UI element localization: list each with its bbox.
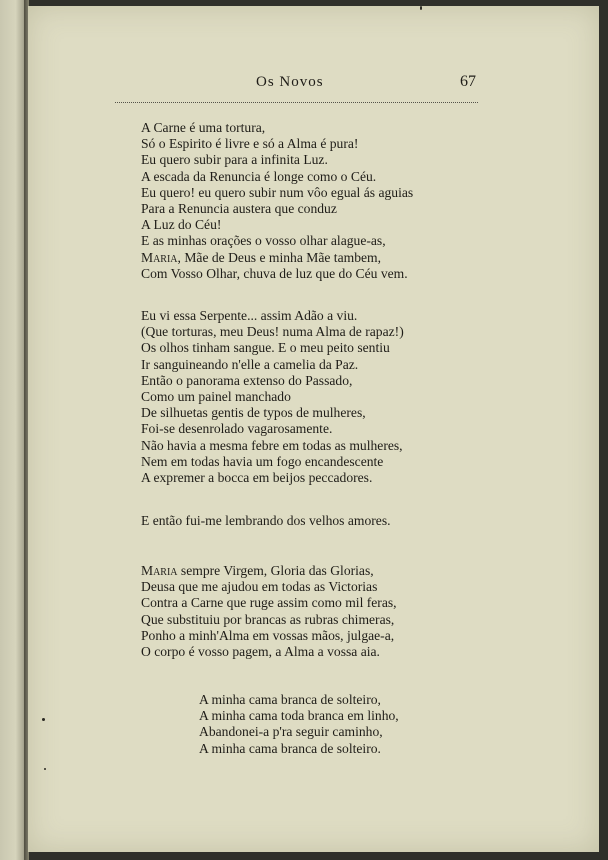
verse-line: Ir sanguineando n'elle a camelia da Paz. bbox=[141, 356, 359, 372]
name-small-caps: Maria bbox=[141, 249, 178, 265]
stanza-3 bbox=[141, 513, 391, 529]
verse-line: A escada da Renuncia é longe como o Céu. bbox=[141, 168, 377, 184]
verse-line: Então o panorama extenso do Passado, bbox=[141, 372, 353, 388]
ink-speck bbox=[42, 718, 45, 721]
verse-line: Só o Espirito é livre e só a Alma é pura! bbox=[141, 136, 359, 152]
verse-line: Ponho a minh'Alma em vossas mãos, julgae-a, bbox=[141, 627, 395, 643]
verse-line: A Luz do Céu! bbox=[141, 217, 222, 233]
page-number: 67 bbox=[460, 73, 476, 90]
verse-line: Eu quero subir para a infinita Luz. bbox=[141, 152, 328, 168]
stanza-4 bbox=[141, 563, 397, 660]
verse-line: E então fui-me lembrando dos velhos amores. bbox=[141, 513, 391, 528]
verse-line: Foi-se desenrolado vagarosamente. bbox=[141, 421, 333, 437]
verse-line: Não havia a mesma febre em todas as mulheres, bbox=[141, 437, 403, 453]
verse-line: Eu quero! eu quero subir num vôo egual ás aguias bbox=[141, 184, 414, 200]
running-head: Os Novos bbox=[256, 74, 324, 90]
verse-line: E as minhas orações o vosso olhar alague-as, bbox=[141, 233, 386, 249]
verse-line: Maria sempre Virgem, Gloria das Glorias, bbox=[141, 563, 374, 578]
verse-line: Que substituiu por brancas as rubras chimeras, bbox=[141, 611, 395, 627]
ink-speck bbox=[44, 768, 46, 770]
ink-speck bbox=[420, 6, 422, 10]
verse-line: A expremer a bocca em beijos peccadores. bbox=[141, 470, 373, 486]
verse-line: Com Vosso Olhar, chuva de luz que do Céu vem. bbox=[141, 265, 408, 281]
verse-line: Como um painel manchado bbox=[141, 389, 291, 405]
verse-line: A Carne é uma tortura, bbox=[141, 120, 266, 135]
verse-line: De silhuetas gentis de typos de mulheres, bbox=[141, 405, 366, 421]
verse-line: Contra a Carne que ruge assim como mil feras, bbox=[141, 595, 397, 611]
name-small-caps: Maria bbox=[141, 563, 178, 578]
verse-line: A minha cama toda branca em linho, bbox=[199, 708, 399, 724]
verse-line: Os olhos tinham sangue. E o meu peito sentiu bbox=[141, 340, 390, 356]
verse-line: Abandonei-a p'ra seguir caminho, bbox=[199, 724, 383, 740]
verse-line: Para a Renuncia austera que conduz bbox=[141, 201, 337, 217]
verse-line: (Que torturas, meu Deus! numa Alma de rapaz!) bbox=[141, 324, 404, 340]
stanza-5 bbox=[199, 692, 399, 757]
stanza-2 bbox=[141, 308, 404, 486]
stanza-1 bbox=[141, 120, 413, 282]
verse-line: O corpo é vosso pagem, a Alma a vossa aia. bbox=[141, 644, 380, 660]
verse-line: Deusa que me ajudou em todas as Victorias bbox=[141, 579, 378, 595]
verse-line: Maria, Mãe de Deus e minha Mãe tambem, bbox=[141, 249, 381, 265]
facing-page-edge bbox=[0, 0, 26, 860]
verse-line: Nem em todas havia um fogo encandescente bbox=[141, 453, 384, 469]
book-page bbox=[28, 6, 599, 852]
verse-line: Eu vi essa Serpente... assim Adão a viu. bbox=[141, 308, 358, 323]
verse-line: A minha cama branca de solteiro, bbox=[199, 692, 381, 707]
header-rule bbox=[115, 102, 478, 103]
verse-line: A minha cama branca de solteiro. bbox=[199, 740, 381, 756]
